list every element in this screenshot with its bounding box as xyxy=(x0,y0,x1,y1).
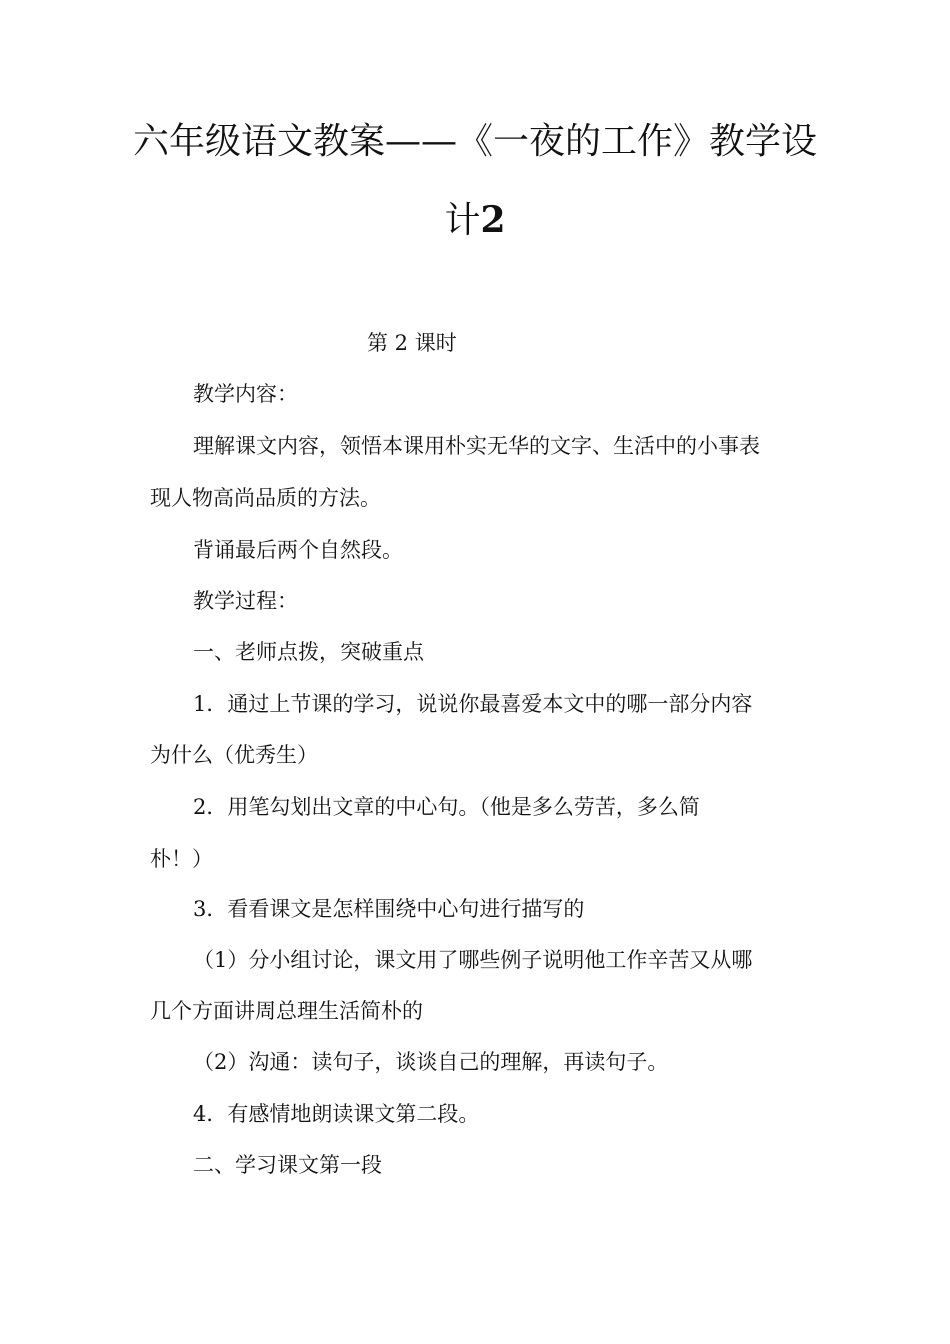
paragraph-line: 背诵最后两个自然段。 xyxy=(193,538,403,562)
paragraph-line: 教学过程： xyxy=(193,589,298,613)
paragraph-line: 几个方面讲周总理生活简朴的 xyxy=(150,999,423,1023)
paragraph-line: （1）分小组讨论，课文用了哪些例子说明他工作辛苦又从哪 xyxy=(193,948,753,972)
document-title-line-2 xyxy=(120,199,830,241)
paragraph-line: 2．用笔勾划出文章的中心句。（他是多么劳苦，多么简 xyxy=(193,795,700,819)
paragraph-line: 1．通过上节课的学习，说说你最喜爱本文中的哪一部分内容 xyxy=(193,692,753,716)
paragraph-line: 朴！） xyxy=(150,847,213,871)
paragraph-line: 教学内容： xyxy=(193,382,298,406)
section-heading: 二、学习课文第一段 xyxy=(193,1153,382,1177)
lesson-heading: 第 2 课时 xyxy=(367,331,457,355)
paragraph-line: 4．有感情地朗读课文第二段。 xyxy=(193,1102,480,1126)
paragraph-line: 为什么（优秀生） xyxy=(150,743,318,767)
title-text: 计 xyxy=(444,200,481,241)
paragraph-line: 3．看看课文是怎样围绕中心句进行描写的 xyxy=(193,897,585,921)
paragraph-line: 理解课文内容，领悟本课用朴实无华的文字、生活中的小事表 xyxy=(193,434,760,458)
paragraph-line: 现人物高尚品质的方法。 xyxy=(150,486,381,510)
section-heading: 一、老师点拨，突破重点 xyxy=(193,640,424,664)
paragraph-line: （2）沟通：读句子，谈谈自己的理解，再读句子。 xyxy=(193,1050,669,1074)
document-title-line-1: 六年级语文教案——《一夜的工作》教学设 xyxy=(132,121,817,162)
title-number: 2 xyxy=(480,199,506,241)
